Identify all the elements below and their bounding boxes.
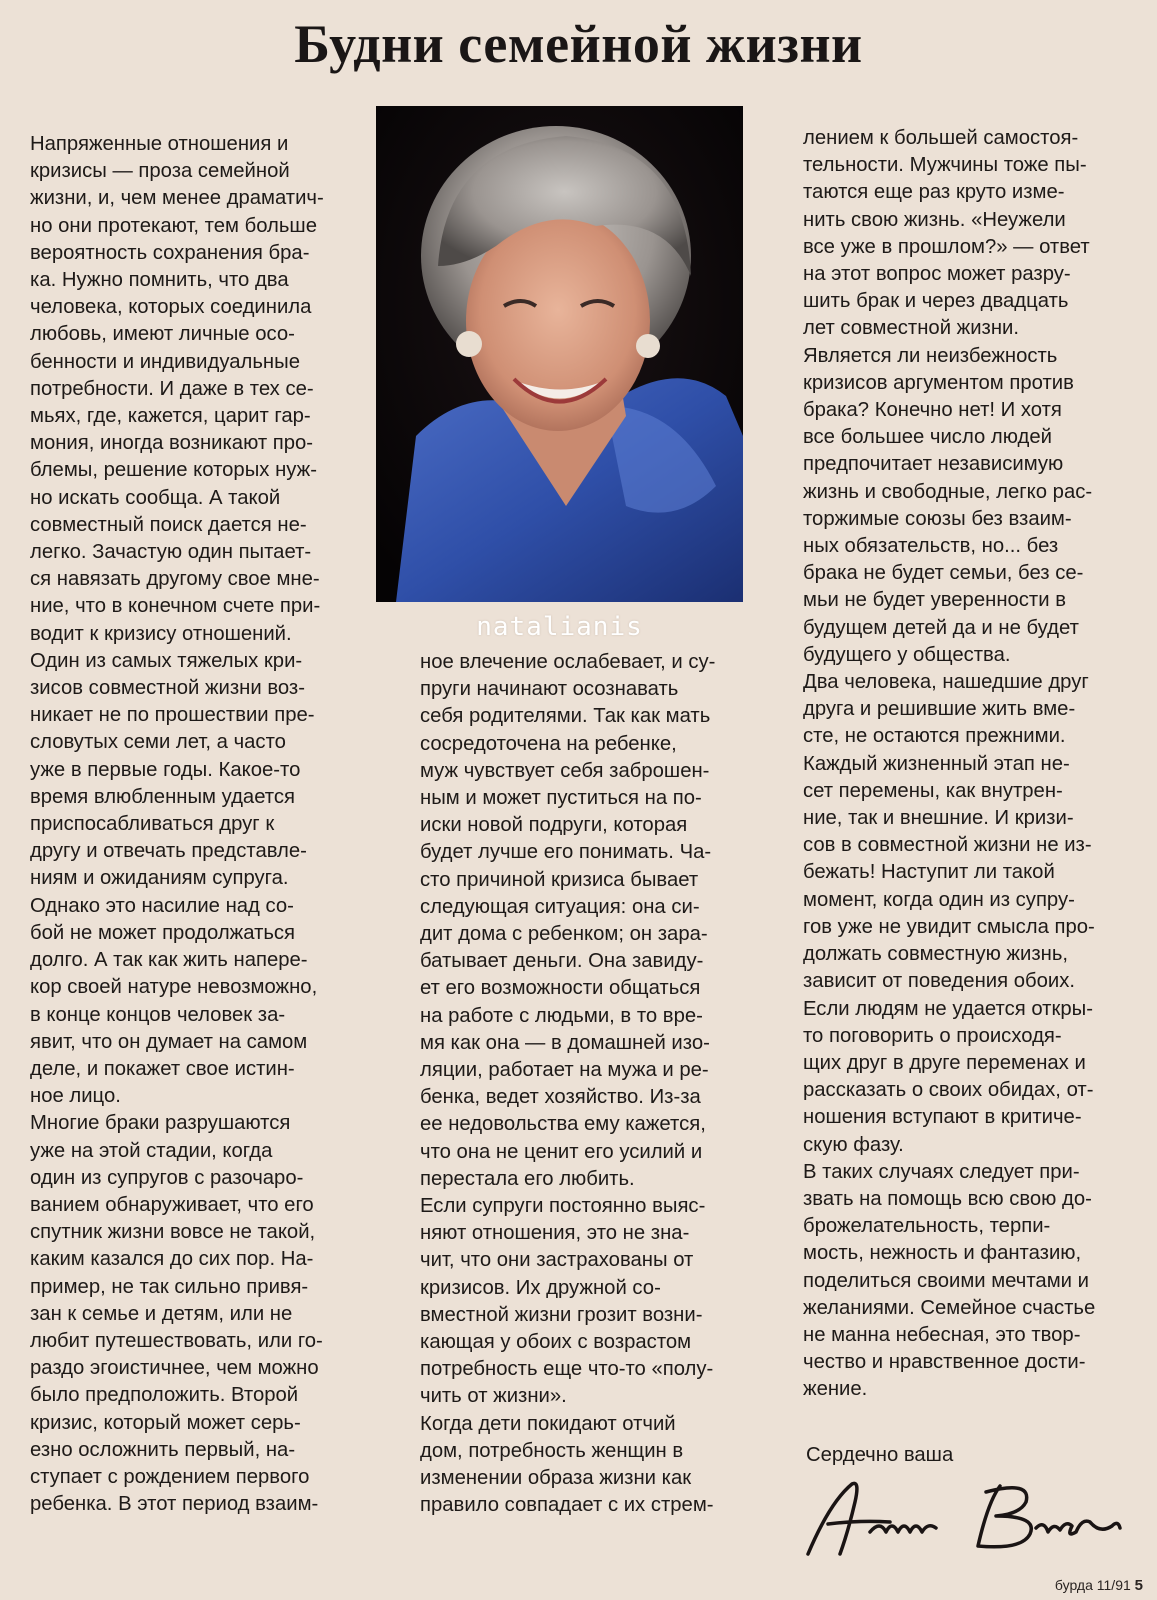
text-line: торжимые союзы без взаим-: [803, 507, 1072, 530]
text-line: бежать! Наступит ли такой: [803, 861, 1055, 884]
text-line: спутник жизни вовсе не такой,: [30, 1221, 316, 1244]
text-line: бой не может продолжаться: [30, 921, 296, 944]
text-line: правило совпадает с их стрем-: [420, 1494, 714, 1517]
watermark-text: natalianis: [476, 612, 643, 642]
text-line: мьях, где, кажется, царит гар-: [30, 405, 311, 428]
text-line: кающая у обоих с возрастом: [420, 1331, 692, 1354]
text-line: Если супруги постоянно выяс-: [420, 1195, 706, 1218]
text-line: перестала его любить.: [420, 1167, 635, 1190]
text-line: было предположить. Второй: [30, 1384, 299, 1407]
text-line: кризис, который может серь-: [30, 1411, 301, 1434]
text-line: няют отношения, это не зна-: [420, 1222, 690, 1245]
text-line: должать совместную жизнь,: [803, 943, 1069, 966]
text-line: жизнь и свободные, легко рас-: [803, 480, 1093, 503]
text-line: Каждый жизненный этап не-: [803, 752, 1070, 775]
text-line: ных обязательств, но... без: [803, 535, 1059, 558]
text-line: себя родителями. Так как мать: [420, 705, 711, 728]
text-line: езно осложнить первый, на-: [30, 1438, 296, 1461]
text-line: сте, не остаются прежними.: [803, 725, 1066, 748]
text-line: батывает деньги. Она завиду-: [420, 950, 704, 973]
text-line: ребенка. В этот период взаим-: [30, 1493, 319, 1516]
text-line: совместный поиск дается не-: [30, 513, 307, 536]
text-line: ным и может пуститься на по-: [420, 787, 702, 810]
text-line: кор своей натуре невозможно,: [30, 976, 318, 999]
text-line: иски новой подруги, которая: [420, 814, 688, 837]
text-line: будет лучше его понимать. Ча-: [420, 841, 712, 864]
text-line: предпочитает независимую: [803, 453, 1064, 476]
text-line: деле, и покажет свое истин-: [30, 1057, 295, 1080]
text-line: звать на помощь всю свою до-: [803, 1187, 1092, 1210]
text-line: не манна небесная, это твор-: [803, 1323, 1081, 1346]
text-line: Напряженные отношения и: [30, 133, 289, 155]
text-line: тельности. Мужчины тоже пы-: [803, 154, 1087, 177]
text-line: изменении образа жизни как: [420, 1467, 692, 1490]
text-line: любовь, имеют личные осо-: [30, 323, 295, 346]
text-column-1: [30, 131, 324, 1518]
text-line: все уже в прошлом?» — ответ: [803, 235, 1090, 258]
text-line: что она не ценит его усилий и: [420, 1140, 703, 1163]
issue-label: бурда 11/91: [1054, 1577, 1131, 1593]
text-line: брака? Конечно нет! И хотя: [803, 399, 1062, 422]
handwritten-signature: [800, 1462, 1140, 1572]
text-line: бенности и индивидуальные: [30, 350, 300, 373]
text-line: ниям и ожиданиям супруга.: [30, 867, 289, 890]
text-line: чит, что они застрахованы от: [420, 1249, 694, 1272]
text-line: мость, нежность и фантазию,: [803, 1242, 1082, 1265]
text-line: пруги начинают осознавать: [420, 678, 679, 701]
text-line: Два человека, нашедшие друг: [803, 671, 1089, 694]
text-line: Один из самых тяжелых кри-: [30, 649, 303, 672]
page-folio: [1055, 1577, 1143, 1594]
text-line: чить от жизни».: [420, 1385, 567, 1408]
text-line: будущего у общества.: [803, 643, 1011, 666]
text-line: человека, которых соединила: [30, 296, 312, 319]
text-line: зисов совместной жизни воз-: [30, 677, 305, 700]
page-number: 5: [1134, 1577, 1143, 1594]
text-line: уже в первые годы. Какое-то: [30, 758, 301, 781]
portrait-illustration: [376, 106, 743, 602]
text-line: друга и решившие жить вме-: [803, 698, 1076, 721]
closing-line: Сердечно ваша: [806, 1444, 954, 1466]
text-column-2: [420, 649, 715, 1520]
text-line: будущем детей да и не будет: [803, 616, 1079, 639]
text-line: щих друг в друге переменах и: [803, 1051, 1086, 1074]
text-line: другу и отвечать представле-: [30, 840, 307, 863]
text-line: потребности. И даже в тех се-: [30, 377, 314, 400]
text-line: гов уже не увидит смысла про-: [803, 915, 1095, 938]
text-line: на этот вопрос может разру-: [803, 263, 1071, 286]
text-line: но искать сообща. А такой: [30, 486, 281, 509]
text-line: жение.: [803, 1378, 868, 1401]
text-line: Однако это насилие над со-: [30, 894, 294, 917]
text-line: чество и нравственное дости-: [803, 1351, 1086, 1374]
text-line: то поговорить о происходя-: [803, 1024, 1062, 1047]
text-line: В таких случаях следует при-: [803, 1160, 1080, 1183]
text-line: лет совместной жизни.: [803, 317, 1020, 340]
text-line: ное лицо.: [30, 1085, 121, 1108]
text-line: кризисы — проза семейной: [30, 160, 290, 183]
text-line: мония, иногда возникают про-: [30, 432, 314, 455]
text-line: поделиться своими мечтами и: [803, 1269, 1089, 1292]
text-line: ся навязать другому свое мне-: [30, 568, 320, 591]
text-line: приспосабливаться друг к: [30, 813, 275, 836]
text-line: ступает с рождением первого: [30, 1465, 310, 1488]
text-line: пример, не так сильно привя-: [30, 1275, 309, 1298]
text-line: на работе с людьми, в то вре-: [420, 1004, 703, 1027]
text-line: бенка, ведет хозяйство. Из-за: [420, 1086, 701, 1109]
text-line: вместной жизни грозит возни-: [420, 1303, 703, 1326]
text-line: лением к большей самостоя-: [803, 127, 1079, 149]
text-line: Когда дети покидают отчий: [420, 1412, 676, 1435]
text-line: долго. А так как жить напере-: [30, 949, 308, 972]
text-line: следующая ситуация: она си-: [420, 895, 700, 918]
text-line: мя как она — в домашней изо-: [420, 1031, 710, 1054]
text-line: ляции, работает на мужа и ре-: [420, 1059, 709, 1082]
text-line: ванием обнаруживает, что его: [30, 1193, 314, 1216]
text-line: ние, что в конечном счете при-: [30, 595, 321, 618]
text-line: сосредоточена на ребенке,: [420, 732, 677, 755]
text-line: кризисов. Их дружной со-: [420, 1276, 661, 1299]
text-column-3: [803, 125, 1095, 1404]
text-line: желаниями. Семейное счастье: [803, 1296, 1096, 1319]
text-line: ка. Нужно помнить, что два: [30, 269, 289, 292]
text-line: дом, потребность женщин в: [420, 1439, 684, 1462]
text-line: каким казался до сих пор. На-: [30, 1248, 314, 1271]
text-line: Если людям не удается откры-: [803, 997, 1093, 1020]
text-line: вероятность сохранения бра-: [30, 241, 310, 264]
text-line: время влюбленным удается: [30, 785, 295, 808]
text-line: сет перемены, как внутрен-: [803, 779, 1063, 802]
text-line: мьи не будет уверенности в: [803, 589, 1066, 612]
text-line: таются еще раз круто изме-: [803, 181, 1065, 204]
text-line: ние, так и внешние. И кризи-: [803, 807, 1074, 830]
text-line: блемы, решение которых нуж-: [30, 459, 317, 482]
text-line: ет его возможности общаться: [420, 977, 701, 1000]
text-line: момент, когда один из супру-: [803, 888, 1075, 911]
text-line: кризисов аргументом против: [803, 371, 1074, 394]
text-line: брожелательность, терпи-: [803, 1215, 1051, 1238]
text-line: муж чувствует себя заброшен-: [420, 759, 710, 782]
text-line: ношения вступают в критиче-: [803, 1106, 1082, 1129]
text-line: уже на этой стадии, когда: [30, 1139, 273, 1162]
text-line: Многие браки разрушаются: [30, 1112, 291, 1135]
text-line: в конце концов человек за-: [30, 1003, 286, 1026]
text-line: брака не будет семьи, без се-: [803, 562, 1084, 585]
text-line: раздо эгоистичнее, чем можно: [30, 1357, 319, 1380]
text-line: рассказать о своих обидах, от-: [803, 1079, 1094, 1102]
text-line: сто причиной кризиса бывает: [420, 868, 699, 891]
text-line: сов в совместной жизни не из-: [803, 834, 1092, 857]
text-line: зависит от поведения обоих.: [803, 970, 1076, 993]
text-line: нить свою жизнь. «Неужели: [803, 208, 1066, 231]
text-line: один из супругов с разочаро-: [30, 1166, 304, 1189]
text-line: явит, что он думает на самом: [30, 1030, 308, 1053]
portrait-photo: [376, 106, 743, 602]
article-title: Будни семейной жизни: [294, 14, 863, 74]
text-line: Является ли неизбежность: [803, 344, 1058, 367]
text-line: потребность еще что-то «полу-: [420, 1358, 714, 1381]
text-line: ное влечение ослабевает, и су-: [420, 651, 716, 673]
text-line: но они протекают, тем больше: [30, 214, 317, 237]
text-line: никает не по прошествии пре-: [30, 704, 315, 727]
text-line: любит путешествовать, или го-: [30, 1329, 323, 1352]
text-line: ее недовольства ему кажется,: [420, 1113, 706, 1136]
text-line: скую фазу.: [803, 1133, 904, 1156]
text-line: жизни, и, чем менее драматич-: [30, 187, 324, 210]
text-line: словутых семи лет, а часто: [30, 731, 286, 754]
text-line: дит дома с ребенком; он зара-: [420, 923, 708, 946]
text-line: зан к семье и детям, или не: [30, 1302, 293, 1325]
text-line: водит к кризису отношений.: [30, 622, 292, 645]
text-line: легко. Зачастую один пытает-: [30, 541, 312, 564]
text-line: все большее число людей: [803, 426, 1052, 449]
text-line: шить брак и через двадцать: [803, 290, 1069, 313]
